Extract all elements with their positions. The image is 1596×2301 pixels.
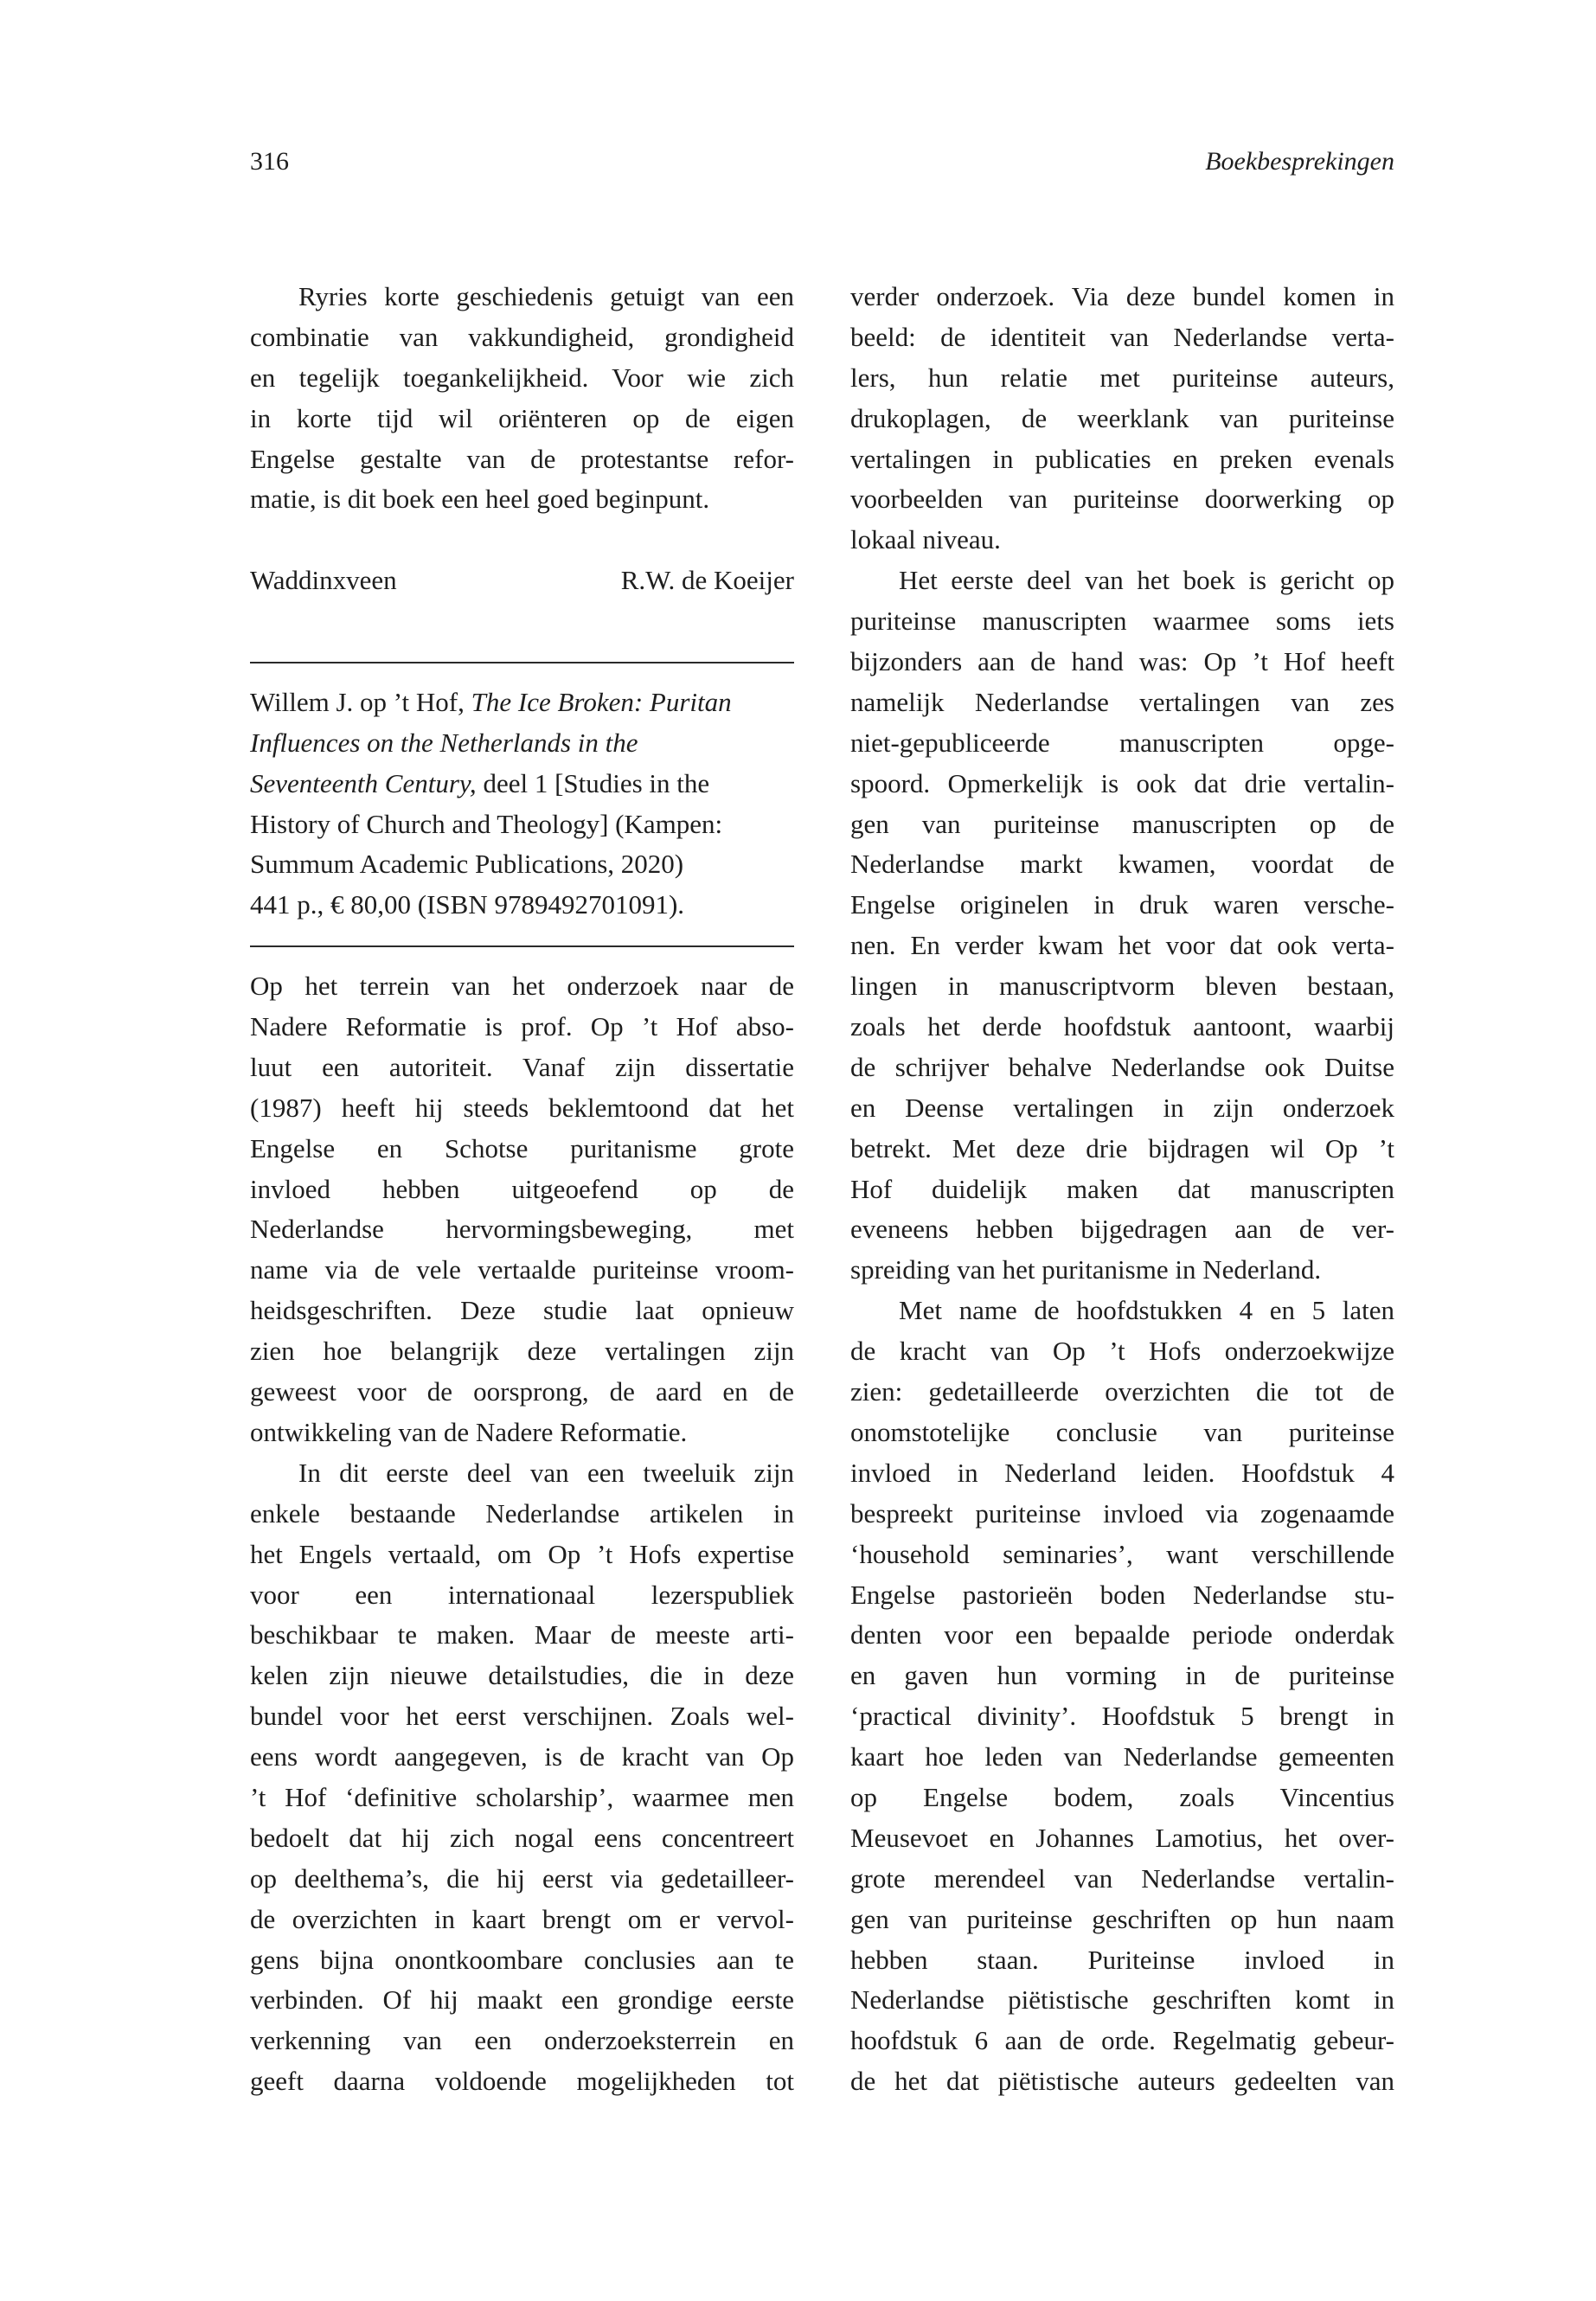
bibliography-segment: deel 1 [Studies in the xyxy=(476,767,710,798)
paragraph-line: heidsgeschriften. Deze studie laat opnieuw xyxy=(250,1295,794,1326)
horizontal-rule xyxy=(250,662,794,663)
paragraph-line: Nederlandse markt kwamen, voordat de xyxy=(850,849,1394,880)
paragraph-line: (1987) heeft hij steeds beklemtoond dat het xyxy=(250,1092,794,1123)
paragraph-line: hebben staan. Puriteinse invloed in xyxy=(850,1944,1394,1975)
review-text-line: en tegelijk toegankelijkheid. Voor wie zich xyxy=(250,362,794,393)
paragraph-line: namelijk Nederlandse vertalingen van zes xyxy=(850,686,1394,717)
paragraph-line: de het dat piëtistische auteurs gedeelten van xyxy=(850,2066,1394,2097)
paragraph-line: vertalingen in publicaties en preken evenals xyxy=(850,443,1394,474)
paragraph-line: en gaven hun vorming in de puriteinse xyxy=(850,1660,1394,1691)
review-text-line: Ryries korte geschiedenis getuigt van een xyxy=(298,281,794,311)
paragraph-line: ‘practical divinity’. Hoofdstuk 5 brengt in xyxy=(850,1701,1394,1732)
book-title-segment: Seventeenth Century, xyxy=(250,767,477,798)
paragraph-line: zoals het derde hoofdstuk aantoont, waarbij xyxy=(850,1011,1394,1042)
paragraph-line: Hof duidelijk maken dat manuscripten xyxy=(850,1173,1394,1204)
paragraph-line: ‘household seminaries’, want verschillende xyxy=(850,1538,1394,1569)
paragraph-line: hoofdstuk 6 aan de orde. Regelmatig gebeur- xyxy=(850,2025,1394,2056)
paragraph-line: denten voor een bepaalde periode onderdak xyxy=(850,1619,1394,1650)
paragraph-line: zien hoe belangrijk deze vertalingen zijn xyxy=(250,1336,794,1367)
paragraph-line: lers, hun relatie met puriteinse auteurs, xyxy=(850,362,1394,393)
page-number: 316 xyxy=(250,147,289,176)
paragraph-line: op Engelse bodem, zoals Vincentius xyxy=(850,1781,1394,1812)
paragraph-line: de kracht van Op ’t Hofs onderzoekwijze xyxy=(850,1336,1394,1367)
paragraph-line: het Engels vertaald, om Op ’t Hofs expertise xyxy=(250,1538,794,1569)
bibliography-line xyxy=(250,683,794,723)
review-text-line: matie, is dit boek een heel goed beginpunt. xyxy=(250,484,710,515)
right-column xyxy=(850,277,1394,2102)
paragraph-line: enkele bestaande Nederlandse artikelen in xyxy=(250,1497,794,1529)
paragraph-line: verkenning van een onderzoeksterrein en xyxy=(250,2025,794,2056)
paragraph-line: gen van puriteinse geschriften op hun naam xyxy=(850,1903,1394,1934)
book-title-segment: The Ice Broken: Puritan xyxy=(471,686,732,717)
paragraph-line: name via de vele vertaalde puriteinse vroom- xyxy=(250,1254,794,1285)
paragraph-line: Nadere Reformatie is prof. Op ’t Hof abso- xyxy=(250,1011,794,1042)
paragraph-line: bespreekt puriteinse invloed via zogenaamde xyxy=(850,1497,1394,1529)
paragraph-line: kaart hoe leden van Nederlandse gemeenten xyxy=(850,1741,1394,1772)
paragraph-line: Het eerste deel van het boek is gericht op xyxy=(899,565,1394,596)
paragraph-line: beeld: de identiteit van Nederlandse verta- xyxy=(850,321,1394,352)
paragraph-line: op deelthema’s, die hij eerst via gedetailleer- xyxy=(250,1862,794,1894)
paragraph-line: Met name de hoofdstukken 4 en 5 laten xyxy=(899,1295,1394,1326)
paragraph-line: bedoelt dat hij zich nogal eens concentreert xyxy=(250,1822,794,1853)
paragraph-line: niet-gepubliceerde manuscripten opge- xyxy=(850,727,1394,758)
paragraph-line: kelen zijn nieuwe detailstudies, die in deze xyxy=(250,1660,794,1691)
paragraph-line: puriteinse manuscripten waarmee soms iets xyxy=(850,606,1394,637)
bibliography-line xyxy=(250,844,794,885)
review-signature xyxy=(250,561,794,601)
paragraph-line: Op het terrein van het onderzoek naar de xyxy=(250,971,794,1002)
paragraph-line: de schrijver behalve Nederlandse ook Duitse xyxy=(850,1051,1394,1082)
paragraph-line: drukoplagen, de weerklank van puriteinse xyxy=(850,402,1394,433)
paragraph-line: zien: gedetailleerde overzichten die tot de xyxy=(850,1376,1394,1407)
paragraph-line: In dit eerste deel van een tweeluik zijn xyxy=(298,1457,794,1488)
paragraph-line: beschikbaar te maken. Maar de meeste arti- xyxy=(250,1619,794,1650)
paragraph-line: lokaal niveau. xyxy=(850,524,1001,555)
paragraph-line: betrekt. Met deze drie bijdragen wil Op ’t xyxy=(850,1132,1394,1163)
paragraph-line: eveneens hebben bijgedragen aan de ver- xyxy=(850,1214,1394,1245)
paragraph-line: bijzonders aan de hand was: Op ’t Hof heeft xyxy=(850,646,1394,677)
horizontal-rule xyxy=(250,945,794,947)
paragraph-line: nen. En verder kwam het voor dat ook verta- xyxy=(850,930,1394,961)
paragraph-line: onomstotelijke conclusie van puriteinse xyxy=(850,1416,1394,1447)
paragraph-line: Engelse pastorieën boden Nederlandse stu- xyxy=(850,1579,1394,1610)
signature-place: Waddinxveen xyxy=(250,565,397,596)
paragraph-line: ontwikkeling van de Nadere Reformatie. xyxy=(250,1416,688,1447)
paragraph-line: invloed hebben uitgeoefend op de xyxy=(250,1173,794,1204)
signature-reviewer: R.W. de Koeijer xyxy=(620,565,794,596)
blank-line xyxy=(250,520,794,561)
bibliography-segment: 441 p., € 80,00 (ISBN 9789492701091). xyxy=(250,889,685,920)
paragraph-line: gens bijna onontkoombare conclusies aan te xyxy=(250,1944,794,1975)
bibliography-line xyxy=(250,885,794,926)
left-column xyxy=(250,277,794,2102)
paragraph-line: lingen in manuscriptvorm bleven bestaan, xyxy=(850,971,1394,1002)
paragraph-line: de overzichten in kaart brengt om er vervol- xyxy=(250,1903,794,1934)
paragraph-line: geeft daarna voldoende mogelijkheden tot xyxy=(250,2066,794,2097)
bibliography-segment: Willem J. op ’t Hof, xyxy=(250,686,471,717)
paragraph-line: Meusevoet en Johannes Lamotius, het over- xyxy=(850,1822,1394,1853)
paragraph-line: Engelse en Schotse puritanisme grote xyxy=(250,1132,794,1163)
paragraph-line: bundel voor het eerst verschijnen. Zoals wel- xyxy=(250,1701,794,1732)
bibliography-line xyxy=(250,723,794,764)
paragraph-line: verder onderzoek. Via deze bundel komen in xyxy=(850,281,1394,311)
paragraph-line: spreiding van het puritanisme in Nederland. xyxy=(850,1254,1322,1285)
review-text-line: in korte tijd wil oriënteren op de eigen xyxy=(250,402,794,433)
paragraph-line: eens wordt aangegeven, is de kracht van Op xyxy=(250,1741,794,1772)
book-title-segment: Influences on the Netherlands in the xyxy=(250,727,638,758)
bibliography-line xyxy=(250,764,794,804)
paragraph-line: grote merendeel van Nederlandse vertalin- xyxy=(850,1862,1394,1894)
paragraph-line: Nederlandse hervormingsbeweging, met xyxy=(250,1214,794,1245)
paragraph-line: gen van puriteinse manuscripten op de xyxy=(850,808,1394,839)
paragraph-line: luut een autoriteit. Vanaf zijn dissertatie xyxy=(250,1051,794,1082)
paragraph-line: voor een internationaal lezerspubliek xyxy=(250,1579,794,1610)
review-text-line: combinatie van vakkundigheid, grondigheid xyxy=(250,321,794,352)
paragraph-line: voorbeelden van puriteinse doorwerking op xyxy=(850,484,1394,515)
blank-line xyxy=(250,601,794,642)
paragraph-line: ’t Hof ‘definitive scholarship’, waarmee men xyxy=(250,1781,794,1812)
running-title: Boekbesprekingen xyxy=(1205,147,1394,176)
paragraph-line: verbinden. Of hij maakt een grondige eerste xyxy=(250,1984,794,2016)
paragraph-line: spoord. Opmerkelijk is ook dat drie vertalin- xyxy=(850,767,1394,798)
paragraph-line: invloed in Nederland leiden. Hoofdstuk 4 xyxy=(850,1457,1394,1488)
review-text-line: Engelse gestalte van de protestantse refor- xyxy=(250,443,794,474)
paragraph-line: en Deense vertalingen in zijn onderzoek xyxy=(850,1092,1394,1123)
paragraph-line: geweest voor de oorsprong, de aard en de xyxy=(250,1376,794,1407)
paragraph-line: Nederlandse piëtistische geschriften komt in xyxy=(850,1984,1394,2016)
bibliography-line xyxy=(250,804,794,845)
bibliography-segment: Summum Academic Publications, 2020) xyxy=(250,849,684,880)
paragraph-line: Engelse originelen in druk waren versche- xyxy=(850,889,1394,920)
bibliography-segment: History of Church and Theology] (Kampen: xyxy=(250,808,723,839)
